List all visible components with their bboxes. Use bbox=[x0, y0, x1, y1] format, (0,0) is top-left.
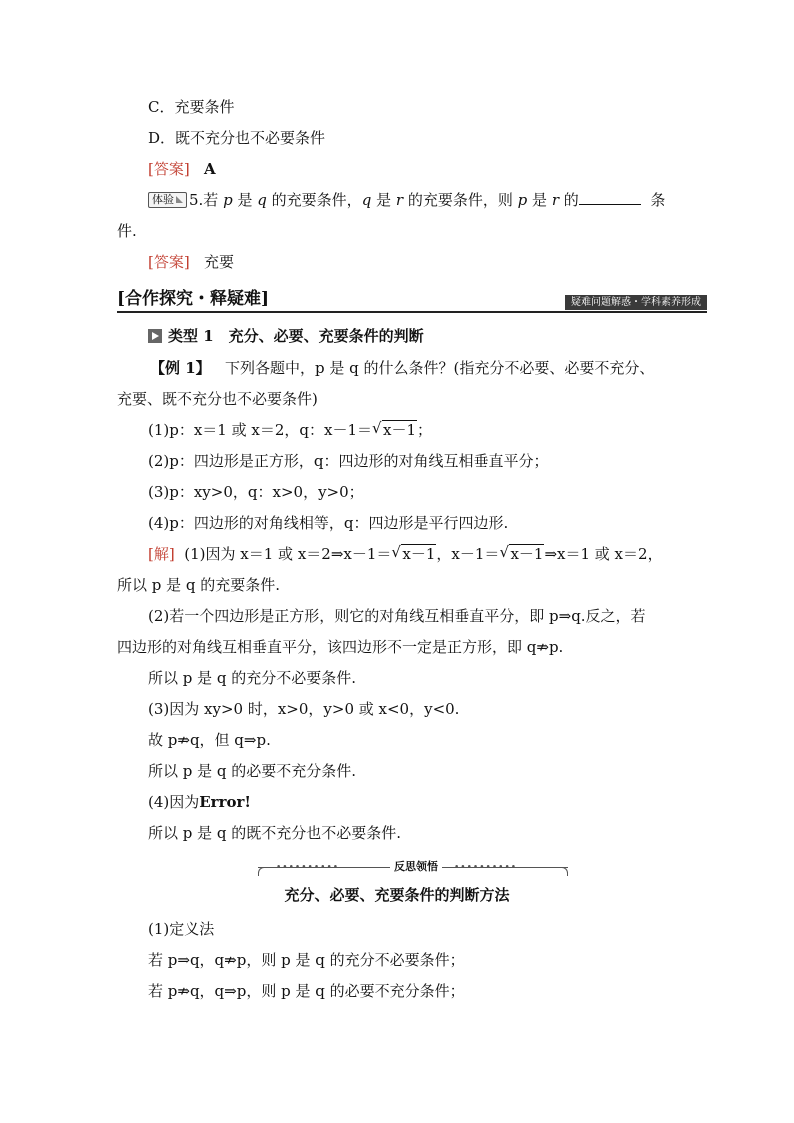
section-tag: 疑难问题解惑・学科素养形成 bbox=[565, 295, 707, 310]
solution-tag: [解] bbox=[148, 545, 175, 563]
answer-tag: [答案] bbox=[148, 160, 190, 178]
example-text: 下列各题中，p 是 q 的什么条件？(指充分不必要、必要不充分、 bbox=[224, 359, 655, 377]
solution-2-result: 所以 p 是 q 的充分不必要条件. bbox=[148, 669, 357, 687]
answer-blank[interactable] bbox=[579, 190, 641, 205]
radicand: x－1 bbox=[383, 421, 417, 439]
divider-cap bbox=[258, 867, 265, 876]
example-1-cont: 充要、既不充分也不必要条件) bbox=[117, 390, 318, 408]
example-1 bbox=[150, 357, 654, 379]
sqrt-expression bbox=[499, 543, 544, 565]
radicand: x－1 bbox=[510, 545, 544, 563]
example-label: 【例 1】 bbox=[150, 359, 211, 377]
exercise-text: 是 bbox=[532, 191, 548, 209]
exercise-text: 的充要条件， bbox=[271, 191, 362, 209]
exercise-5-cont: 件. bbox=[117, 222, 137, 240]
solution-2-cont: 四边形的对角线互相垂直平分，该四边形不一定是正方形，即 q⇏p. bbox=[117, 638, 564, 656]
section-banner bbox=[117, 287, 707, 313]
item-2: (2)p：四边形是正方形，q：四边形的对角线互相垂直平分； bbox=[148, 452, 549, 470]
divider-cap bbox=[561, 867, 568, 876]
play-triangle-icon bbox=[148, 329, 162, 343]
type-heading bbox=[148, 325, 424, 347]
reflection-label: 反思领悟 bbox=[390, 860, 442, 874]
answer-value: 充要 bbox=[204, 253, 235, 271]
exercise-text: 的充要条件，则 bbox=[407, 191, 513, 209]
solution-text: ，x－1＝ bbox=[436, 545, 500, 563]
solution-1-cont: 所以 p 是 q 的充要条件. bbox=[117, 576, 281, 594]
solution-text: ⇒x＝1 或 x＝2， bbox=[544, 545, 663, 563]
exercise-text: 是 bbox=[237, 191, 253, 209]
solution-1 bbox=[148, 543, 663, 565]
error-text: Error! bbox=[199, 793, 251, 811]
answer-1 bbox=[148, 158, 216, 180]
method-line: 若 p⇏q，q⇒p，则 p 是 q 的必要不充分条件； bbox=[148, 982, 465, 1000]
option-c: C．充要条件 bbox=[148, 98, 235, 116]
sqrt-expression bbox=[391, 543, 436, 565]
radicand: x－1 bbox=[402, 545, 436, 563]
solution-3-cont: 故 p⇏q，但 q⇒p. bbox=[148, 731, 271, 749]
exercise-text: 5.若 bbox=[189, 191, 219, 209]
section-rule bbox=[117, 311, 707, 313]
solution-3: (3)因为 xy>0 时，x>0，y>0 或 x<0，y<0. bbox=[148, 700, 460, 718]
solution-2: (2)若一个四边形是正方形，则它的对角线互相垂直平分，即 p⇒q.反之，若 bbox=[148, 607, 646, 625]
method-1: (1)定义法 bbox=[148, 920, 215, 938]
answer-2 bbox=[148, 251, 234, 273]
divider-dots: •••••••••• bbox=[454, 863, 518, 873]
exercise-5: 体验 5.若 p 是 q 的充要条件，q 是 r 的充要条件，则 p 是 r 的 条 bbox=[148, 189, 665, 211]
item-3: (3)p：xy>0，q：x>0，y>0； bbox=[148, 483, 364, 501]
item-1 bbox=[148, 419, 432, 441]
exercise-text: 的 bbox=[563, 191, 579, 209]
exercise-text: 是 bbox=[376, 191, 392, 209]
type-label: 类型 1 充分、必要、充要条件的判断 bbox=[168, 327, 424, 345]
method-line: 若 p⇒q，q⇏p，则 p 是 q 的充分不必要条件； bbox=[148, 951, 465, 969]
solution-4-result: 所以 p 是 q 的既不充分也不必要条件. bbox=[148, 824, 402, 842]
solution-4 bbox=[148, 791, 251, 813]
exercise-badge: 体验 bbox=[148, 192, 187, 208]
reflection-divider bbox=[258, 860, 568, 874]
divider-dots: •••••••••• bbox=[276, 863, 340, 873]
item-4: (4)p：四边形的对角线相等，q：四边形是平行四边形. bbox=[148, 514, 509, 532]
option-d: D．既不充分也不必要条件 bbox=[148, 129, 326, 147]
answer-value: A bbox=[204, 160, 216, 178]
item-text: (1)p：x＝1 或 x＝2，q：x－1＝ bbox=[148, 421, 372, 439]
solution-3-result: 所以 p 是 q 的必要不充分条件. bbox=[148, 762, 357, 780]
solution-text: (4)因为 bbox=[148, 793, 200, 811]
sqrt-expression bbox=[372, 419, 417, 441]
solution-text: (1)因为 x＝1 或 x＝2⇒x－1＝ bbox=[184, 545, 392, 563]
answer-tag: [答案] bbox=[148, 253, 190, 271]
exercise-text: 条 bbox=[650, 191, 666, 209]
item-text: ； bbox=[417, 421, 433, 439]
reflection-title: 充分、必要、充要条件的判断方法 bbox=[284, 886, 510, 904]
section-title: [合作探究・释疑难] bbox=[117, 289, 270, 309]
